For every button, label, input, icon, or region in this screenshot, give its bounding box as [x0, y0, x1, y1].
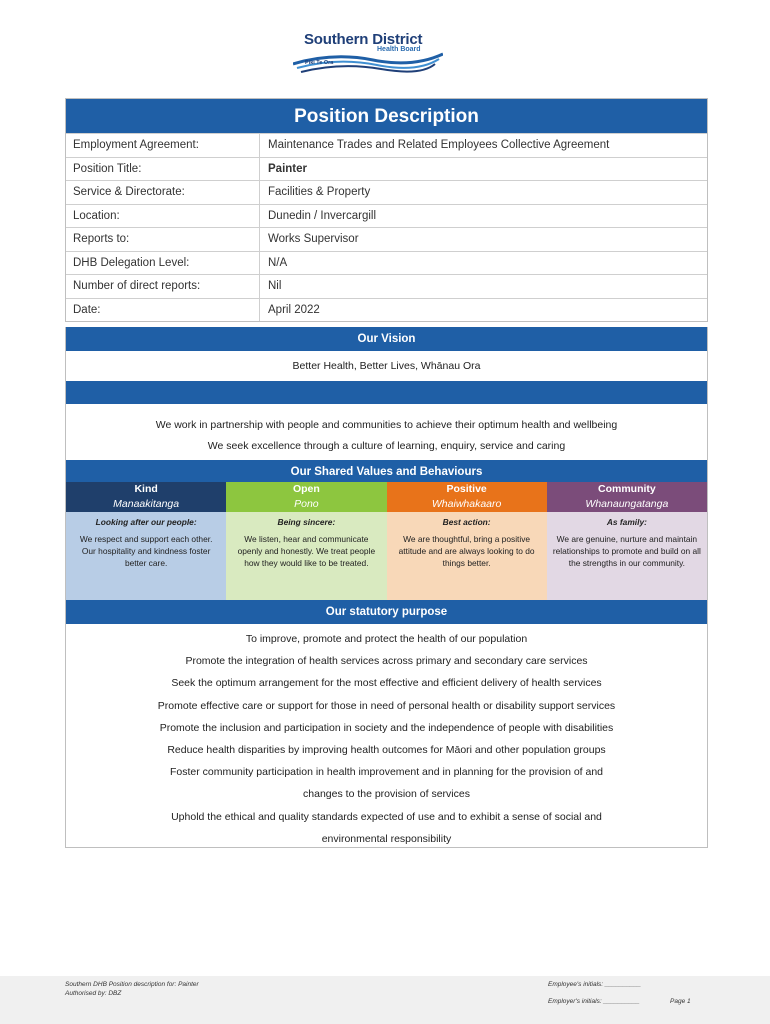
- row-value: April 2022: [268, 303, 320, 316]
- footer-employee-initials: Employee's initials: __________: [548, 981, 642, 988]
- page-number: Page 1: [670, 998, 691, 1005]
- row-label: Number of direct reports:: [66, 275, 260, 298]
- row-label: Employment Agreement:: [66, 134, 260, 157]
- value-name: Positive: [387, 482, 547, 497]
- table-row: [66, 157, 707, 181]
- statutory-line: Seek the optimum arrangement for the most effective and efficient delivery of health services: [171, 677, 602, 690]
- position-description-table: [65, 98, 708, 322]
- value-body: [66, 512, 226, 600]
- value-name: Community: [547, 482, 707, 497]
- table-row: [66, 204, 707, 228]
- value-maori: Pono: [226, 497, 386, 512]
- value-text: We are genuine, nurture and maintain relationships to promote and build on all the strengths in our community.: [552, 534, 701, 568]
- row-label: Position Title:: [66, 158, 260, 181]
- table-row: [66, 180, 707, 204]
- row-label: Reports to:: [66, 228, 260, 251]
- table-row: [66, 227, 707, 251]
- value-text: We are thoughtful, bring a positive attitude and are always looking to do things better.: [398, 534, 535, 568]
- logo-name: Southern District: [304, 31, 423, 48]
- value-name: Kind: [66, 482, 226, 497]
- statutory-line: Reduce health disparities by improving health outcomes for Māori and other population groups: [167, 743, 606, 756]
- value-subtitle: Being sincere:: [277, 517, 336, 527]
- footer-employer-initials: Employer's initials: __________: [548, 998, 640, 1005]
- row-value: N/A: [268, 256, 288, 269]
- page-title: Position Description: [66, 99, 707, 133]
- position-title-value: Painter: [268, 162, 307, 175]
- value-text: We respect and support each other. Our hospitality and kindness foster better care.: [79, 534, 213, 568]
- table-row: [66, 274, 707, 298]
- value-community: [547, 482, 707, 600]
- value-name: Open: [226, 482, 386, 497]
- organisation-block: [65, 327, 708, 848]
- row-label: Location:: [66, 205, 260, 228]
- mission-line-1: We work in partnership with people and communities to achieve their optimum health and wellbeing: [155, 419, 618, 431]
- statutory-heading: Our statutory purpose: [66, 600, 707, 624]
- mission-band: [66, 381, 707, 404]
- value-subtitle: Looking after our people:: [95, 517, 197, 527]
- value-maori: Manaakitanga: [66, 497, 226, 512]
- value-maori: Whaiwhakaaro: [387, 497, 547, 512]
- row-value: Works Supervisor: [268, 233, 359, 245]
- footer-authorised: Authorised by: DBZ: [65, 990, 122, 997]
- row-label: Service & Directorate:: [66, 181, 260, 204]
- value-subtitle: As family:: [606, 517, 647, 527]
- page-footer: [0, 976, 770, 1024]
- table-row: [66, 298, 707, 322]
- vision-heading: Our Vision: [66, 327, 707, 351]
- table-row: [66, 251, 707, 275]
- statutory-line: Promote the integration of health services across primary and secondary care services: [185, 655, 588, 668]
- vision-text: Better Health, Better Lives, Whānau Ora: [292, 360, 481, 372]
- value-text: We listen, hear and communicate openly and honestly. We treat people how they would like to be treated.: [237, 534, 376, 568]
- value-body: [226, 512, 386, 600]
- value-body: [387, 512, 547, 600]
- sdhb-logo: [293, 30, 443, 74]
- statutory-line: Promote the inclusion and participation in society and the independence of people with disabilities: [159, 721, 614, 734]
- statutory-line: changes to the provision of services: [303, 788, 470, 801]
- value-body: [547, 512, 707, 600]
- statutory-line: Uphold the ethical and quality standards expected of use and to exhibit a sense of social and: [171, 810, 602, 823]
- spacer: [66, 404, 707, 415]
- statutory-line: To improve, promote and protect the health of our population: [245, 633, 528, 645]
- value-open: [226, 482, 386, 600]
- row-value: Facilities & Property: [268, 186, 371, 198]
- value-subtitle: Best action:: [442, 517, 491, 527]
- row-label: Date:: [66, 299, 260, 322]
- table-row: [66, 133, 707, 157]
- row-value: Dunedin / Invercargill: [268, 209, 377, 222]
- mission-line-2: We seek excellence through a culture of learning, enquiry, service and caring: [207, 440, 566, 452]
- values-grid: [66, 482, 707, 600]
- logo-sub: Health Board: [377, 46, 421, 53]
- statutory-line: Foster community participation in health improvement and in planning for the provision of and: [169, 766, 604, 779]
- footer-position: Southern DHB Position description for: Painter: [65, 981, 199, 988]
- value-maori: Whanaungatanga: [547, 497, 707, 512]
- values-heading: Our Shared Values and Behaviours: [66, 460, 707, 482]
- row-value: Maintenance Trades and Related Employees Collective Agreement: [268, 139, 610, 151]
- logo-tagline: Piki Te Ora: [305, 60, 334, 66]
- statutory-line: environmental responsibility: [321, 832, 452, 845]
- row-label: DHB Delegation Level:: [66, 252, 260, 275]
- statutory-line: Promote effective care or support for those in need of personal health or disability support services: [157, 699, 616, 712]
- row-value: Nil: [268, 280, 282, 292]
- value-kind: [66, 482, 226, 600]
- value-positive: [387, 482, 547, 600]
